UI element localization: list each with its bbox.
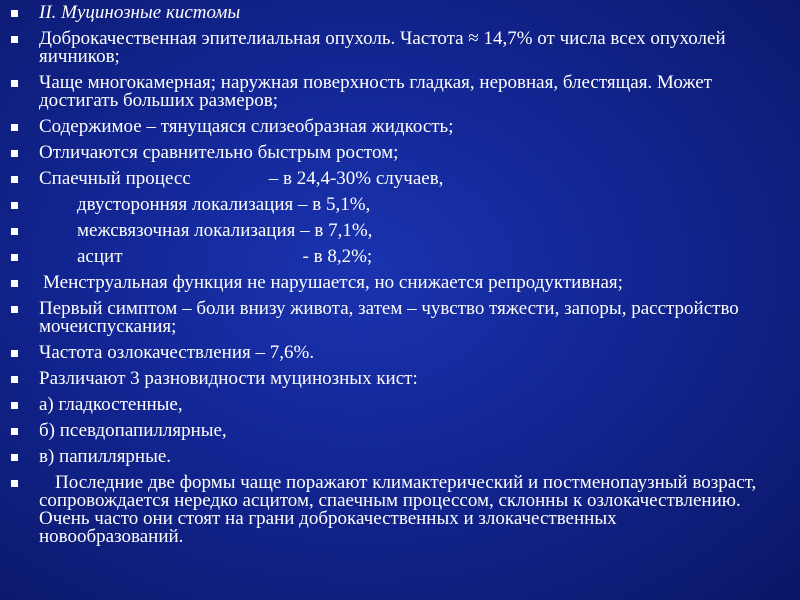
list-item: [10, 30, 764, 66]
list-item: [10, 118, 764, 136]
adhesion-label: Спаечный процесс: [39, 168, 191, 189]
slide-title-text: II. Муцинозные кистомы: [39, 2, 241, 23]
list-item-text: Менструальная функция не нарушается, но снижается репродуктивная;: [43, 272, 623, 293]
slide-title: [10, 4, 764, 22]
list-item-text: Содержимое – тянущаяся слизеобразная жидкость;: [39, 116, 454, 137]
list-item: [10, 370, 764, 388]
list-item-text: Различают 3 разновидности муцинозных кист:: [39, 368, 418, 389]
final-paragraph-text: Последние две формы чаще поражают климактерический и постменопаузный возраст, сопровождается нередко асцитом, спаечным процессом, склонны к озлокачествлению. Очень часто они стоят на грани доброкачественных и злокачественных новообразований.: [39, 472, 757, 547]
list-item: [10, 274, 764, 292]
sub-list-item-text: двусторонняя локализация – в 5,1%,: [77, 194, 371, 215]
list-item: [10, 74, 764, 110]
list-item-text: Доброкачественная эпителиальная опухоль. Частота ≈ 14,7% от числа всех опухолей яичников;: [39, 28, 726, 67]
list-item-text: Чаще многокамерная; наружная поверхность гладкая, неровная, блестящая. Может достигать больших размеров;: [39, 72, 712, 111]
ascites-value: - в 8,2%;: [302, 246, 373, 267]
sub-list-item: [10, 196, 764, 214]
ascites-label: асцит: [77, 246, 123, 267]
sub-list-item: [10, 222, 764, 240]
list-item-text: в) папиллярные.: [39, 446, 172, 467]
list-item: [10, 300, 764, 336]
adhesion-value: – в 24,4-30% случаев,: [268, 168, 444, 189]
ascites-item: [10, 248, 764, 266]
adhesion-item: [10, 170, 764, 188]
list-item-text: Первый симптом – боли внизу живота, затем – чувство тяжести, запоры, расстройство мочеиспускания;: [39, 298, 739, 337]
list-item-text: б) псевдопапиллярные,: [39, 420, 227, 441]
list-item: [10, 448, 764, 466]
bullet-list: [10, 4, 764, 546]
list-item-text: Частота озлокачествления – 7,6%.: [39, 342, 315, 363]
list-item: [10, 422, 764, 440]
list-item-text: Отличаются сравнительно быстрым ростом;: [39, 142, 399, 163]
sub-list-item-text: межсвязочная локализация – в 7,1%,: [77, 220, 373, 241]
list-item: [10, 144, 764, 162]
list-item: [10, 396, 764, 414]
final-paragraph: [10, 474, 764, 546]
list-item: [10, 344, 764, 362]
list-item-text: а) гладкостенные,: [39, 394, 183, 415]
